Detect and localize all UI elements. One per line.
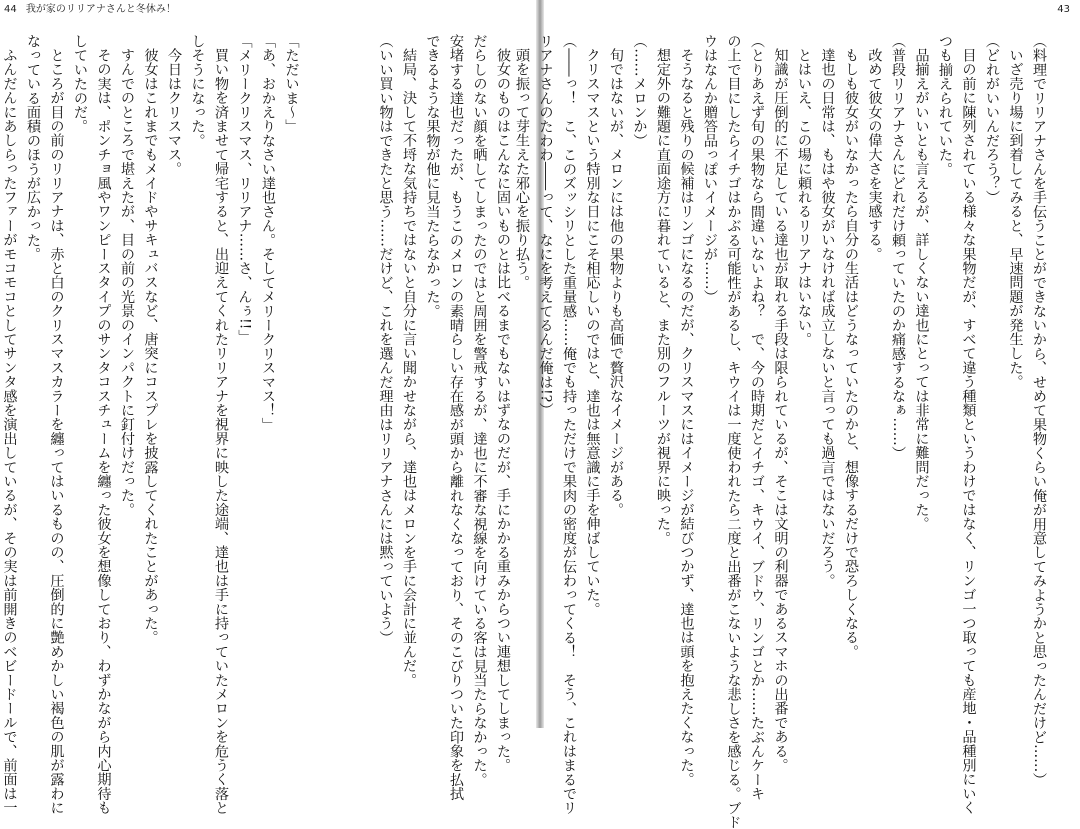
text-line: 目の前に陳列されている様々な果物だが、すべて違う種類というわけではなく、リンゴ一つ取っても産地・品種別にいく bbox=[960, 48, 977, 815]
text-line: （――っ！ こ、このズッシリとした重量感……俺でも持っただけで果肉の密度が伝わってくる！ そう、これはまるでリ bbox=[561, 34, 577, 815]
text-line: だらしのない顔を晒してしまったのではと周囲を警戒するが、達也に不審な視線を向けている客は見当たらなかった。 bbox=[471, 34, 488, 787]
text-line: ふんだんにあしらったファーがモコモコとしてサンタ感を演出しているが、その実は前開きのベビードールで、前面は一 bbox=[1, 48, 18, 815]
text-line: の上で目にしたらイチゴはかぶる可能性があるし、キウイは一度使われたら二度と出番がこないような悲しさを感じる。ブド bbox=[725, 34, 742, 829]
text-line: 買い物を済ませて帰宅すると、出迎えてくれたリリアナを視界に映した途端、達也は手に持っていたメロンを危うく落と bbox=[213, 48, 229, 815]
text-line: （とりあえず旬の果物なら間違いないよね？ で、今の時期だとイチゴ、キウイ、ブドウ、リンゴとか……たぶんケーキ bbox=[749, 34, 765, 801]
text-line: 彼女のものはこんなに固いものとは比べるまでもないはずなのだが、手にかかる重みからつい連想してしまった。 bbox=[495, 48, 511, 773]
text-line: つも揃えられていた。 bbox=[937, 34, 953, 176]
text-line: もしも彼女がいなかったら自分の生活はどうなっていたのかと、想像するだけで恐ろしくなる。 bbox=[843, 48, 859, 659]
text-line: ウはなんか贈答品っぽいイメージが……） bbox=[702, 34, 718, 304]
text-line: ところが目の前のリリアナは、赤と白のクリスマスカラーを纏ってはいるものの、圧倒的に艶めかしい褐色の肌が露わに bbox=[48, 48, 65, 815]
text-line: していたのだ。 bbox=[72, 34, 88, 134]
text-line: （……メロンか） bbox=[631, 34, 648, 148]
text-line: 彼女はこれまでもメイドやサキュバスなど、唐突にコスプレを披露してくれたことがあった。 bbox=[142, 48, 159, 645]
text-line: 結局、決して不埒な気持ちではないと自分に言い聞かせながら、達也はメロンを手に会計に並んだ。 bbox=[401, 48, 417, 688]
left-page-body bbox=[1, 34, 514, 815]
text-line: リアナさんのたわわ――って、なにを考えてるんだ俺は!?） bbox=[537, 34, 554, 417]
text-line: クリスマスという特別な日にこそ相応しいのではと、達也は無意識に手を伸ばしていた。 bbox=[584, 48, 601, 617]
text-line: とはいえ、この場に頼れるリリアナはいない。 bbox=[796, 48, 812, 347]
text-line: 達也の日常は、もはや彼女がいなければ成立しないと言っても過言ではないだろう。 bbox=[819, 48, 836, 588]
text-line bbox=[350, 34, 374, 724]
right-folio bbox=[1057, 4, 1070, 16]
text-line: できるような果物が他に見当たらなかった。 bbox=[424, 34, 441, 318]
text-line: 「ただいま〜」 bbox=[283, 34, 300, 134]
left-folio bbox=[4, 4, 176, 16]
text-line: 「メリークリスマス、リリアナ……さ、んぅ!!」 bbox=[236, 34, 253, 344]
text-line: 改めて彼女の偉大さを実感する。 bbox=[866, 48, 883, 262]
text-line: 品揃えがいいとも言えるが、詳しくない達也にとっては非常に難問だった。 bbox=[913, 48, 930, 531]
text-line: （料理でリリアナさんを手伝うことができないから、せめて果物くらい俺が用意してみようかと思ったんだけど……） bbox=[1031, 34, 1047, 787]
text-line: すんでのところで堪えたが、目の前の光景のインパクトに釘付けだった。 bbox=[119, 48, 135, 517]
text-line: 知識が圧倒的に不足している達也が取れる手段は限られているが、そこは文明の利器であるスマホの出番である。 bbox=[772, 48, 789, 773]
text-line: 「あ、おかえりなさい達也さん。そしてメリークリスマス！」 bbox=[260, 34, 276, 432]
text-line: なっている面積のほうが広かった。 bbox=[25, 34, 41, 262]
text-line: いざ売り場に到着してみると、早速問題が発生した。 bbox=[1007, 48, 1024, 389]
text-line: その実は、ポンチョ風やワンピースタイプのサンタコスチュームを纏った彼女を想像しており、わずかながら内心期待も bbox=[95, 48, 112, 815]
text-line: 安堵する達也だったが、もうこのメロンの素晴らしい存在感が頭から離れなくなっており、そのこびりついた印象を払拭 bbox=[448, 34, 464, 801]
text-line: 旬ではないが、メロンには他の果物よりも高価で贅沢なイメージがある。 bbox=[608, 48, 624, 517]
text-line: （どれがいいんだろう？） bbox=[984, 34, 1000, 205]
left-page-number: 44 bbox=[4, 4, 17, 15]
text-line: しそうになった。 bbox=[189, 34, 206, 148]
right-page bbox=[514, 0, 1080, 829]
right-page-body bbox=[514, 34, 1050, 829]
text-line: 頭を振って芽生えた邪心を振り払う。 bbox=[514, 48, 530, 290]
running-title: 我が家のリリアナさんと冬休み！ bbox=[25, 4, 176, 15]
text-line: 今日はクリスマス。 bbox=[166, 48, 182, 176]
text-line: そうなると残りの候補はリンゴになるのだが、クリスマスにはイメージが結びつかず、達也は頭を抱えたくなった。 bbox=[678, 48, 695, 787]
text-line: 想定外の難題に直面途方に暮れていると、また別のフルーツが視界に映った。 bbox=[655, 48, 671, 546]
left-page bbox=[0, 0, 536, 815]
right-page-number: 43 bbox=[1057, 4, 1070, 15]
text-line bbox=[326, 34, 350, 724]
text-line bbox=[303, 34, 327, 724]
text-line: （いい買い物はできたと思う……だけど、これを選んだ理由はリリアナさんには黙っていよう） bbox=[377, 34, 394, 645]
text-line: （普段リリアナさんにどれだけ頼っていたのか痛感するなぁ……） bbox=[890, 34, 906, 460]
